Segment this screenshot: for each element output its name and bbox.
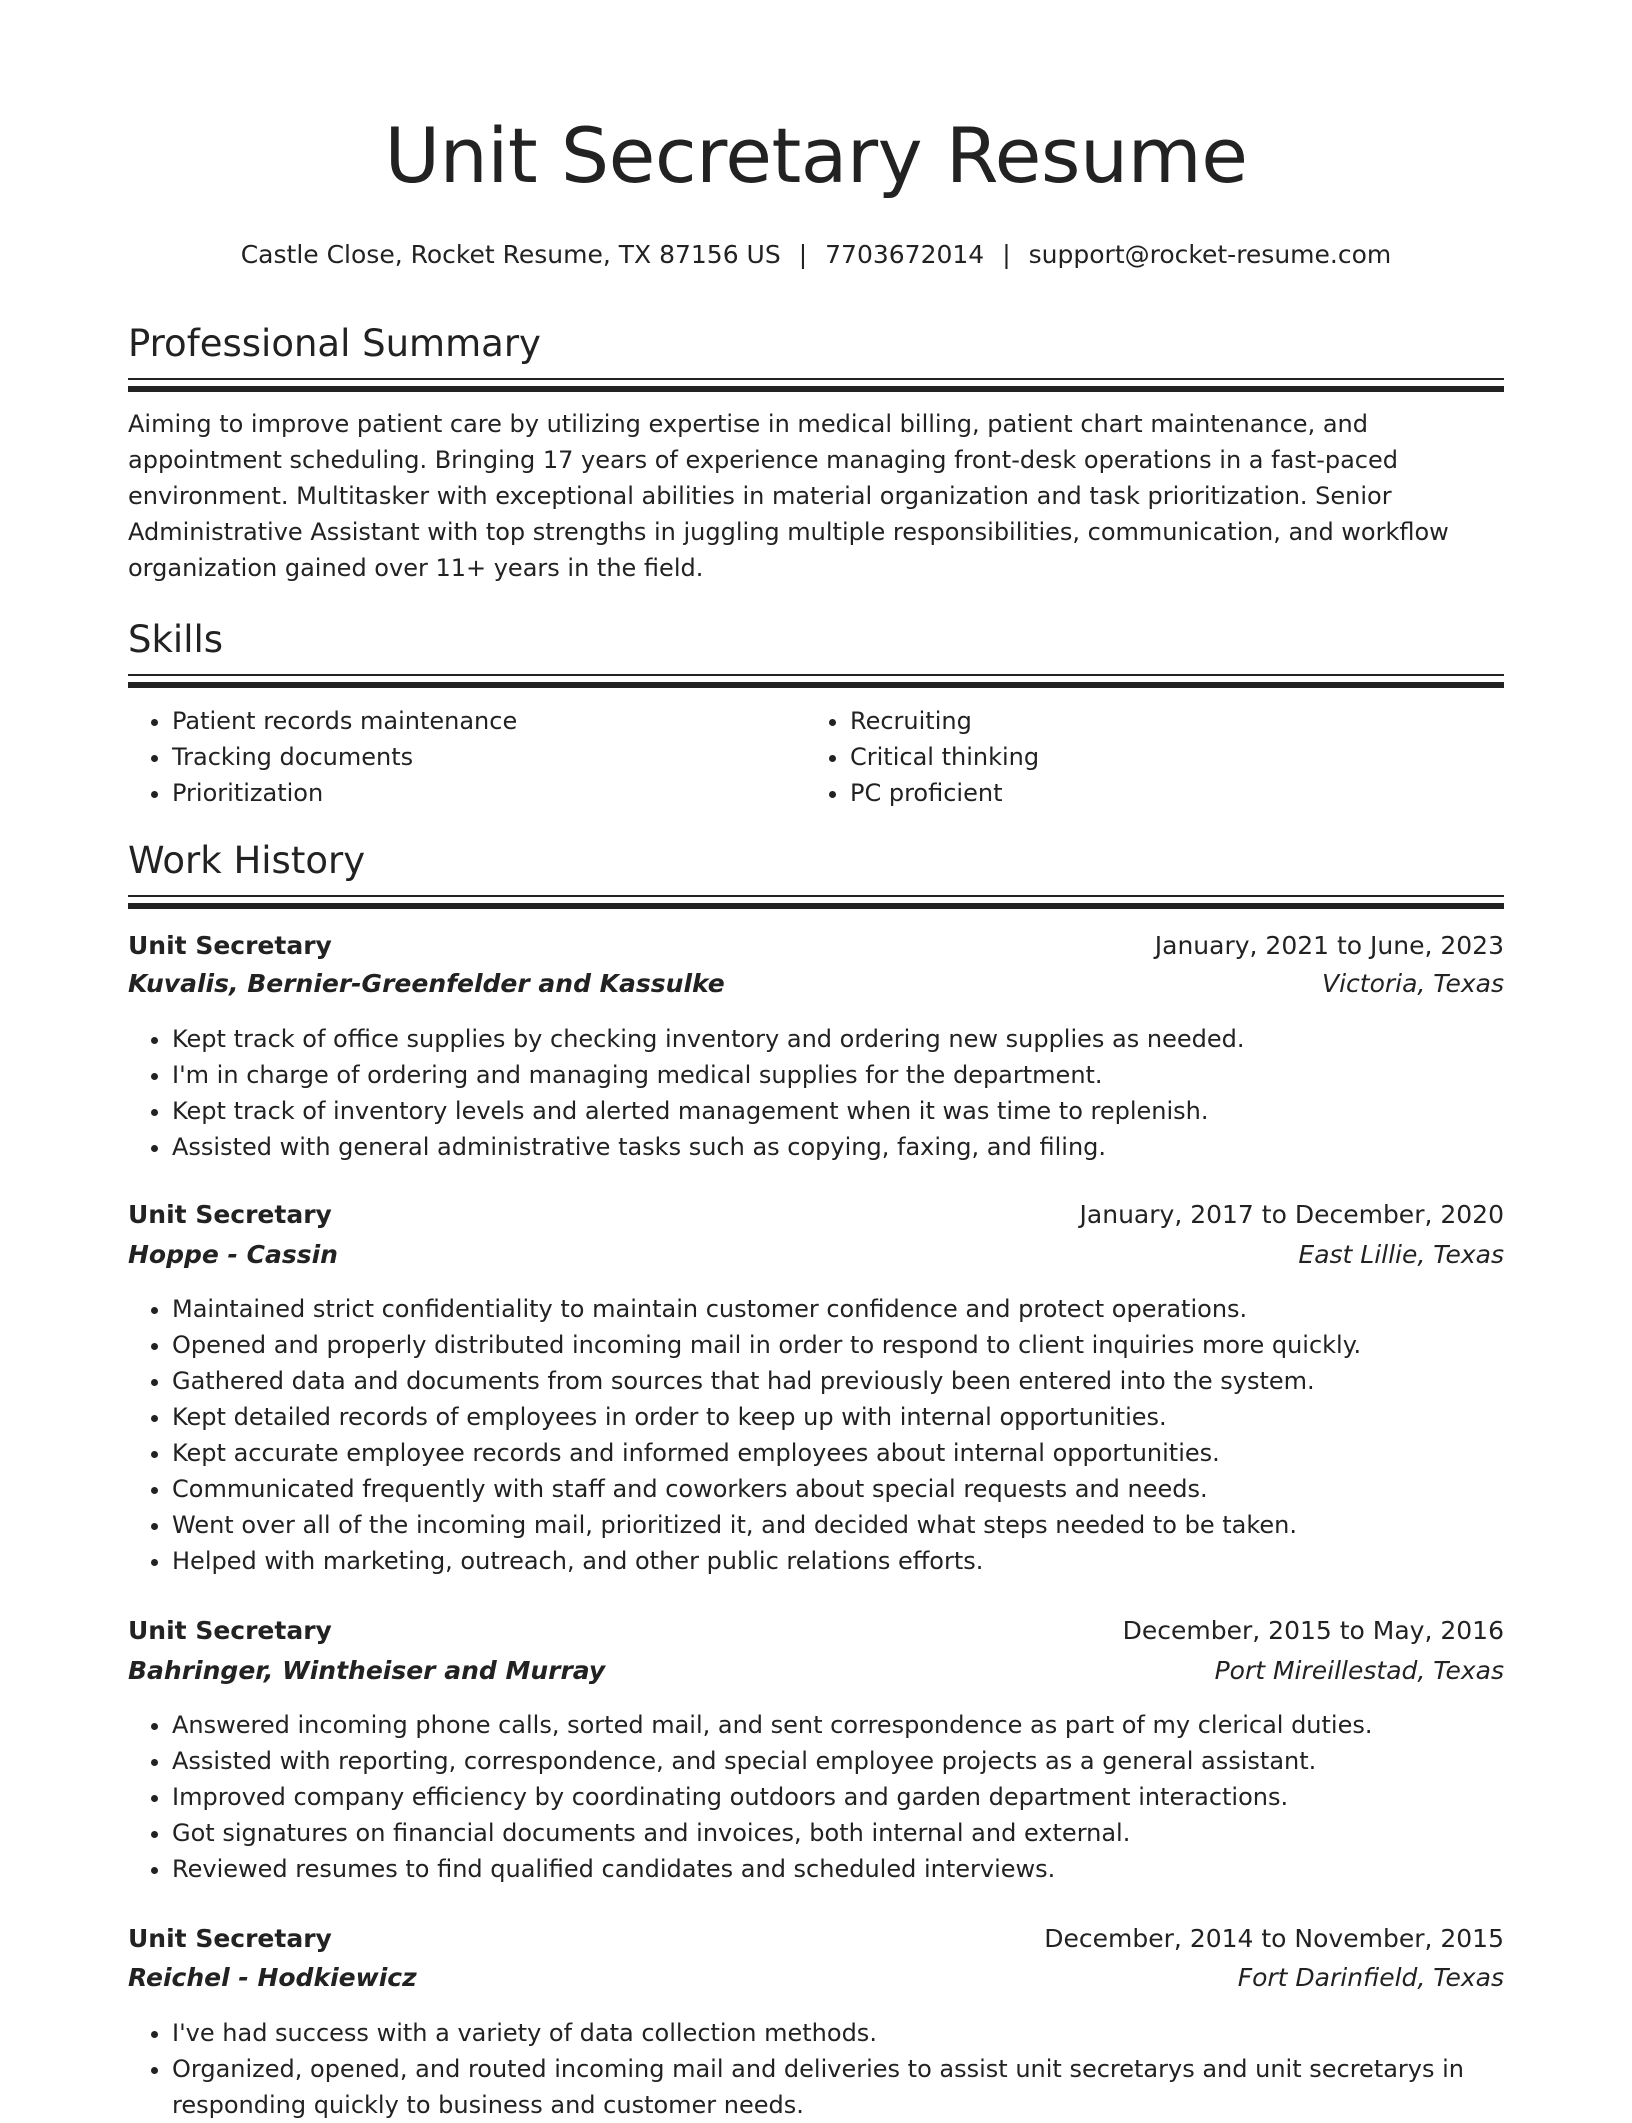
job-subheader — [128, 1656, 1504, 1686]
skill-item: • Prioritization — [172, 775, 792, 811]
job-location: Port Mireillestad, Texas — [1214, 1656, 1504, 1685]
job-title: Unit Secretary — [128, 1200, 332, 1229]
list-item: • Communicated frequently with staff and coworkers about special requests and needs. — [172, 1471, 1504, 1507]
work-section-header — [128, 839, 1504, 882]
job-location: East Lillie, Texas — [1298, 1240, 1504, 1269]
job-dates: January, 2021 to June, 2023 — [1154, 931, 1504, 960]
job-header — [128, 1200, 1504, 1230]
list-item: • I've had success with a variety of data collection methods. — [172, 2015, 1504, 2051]
skill-item: • Critical thinking — [850, 739, 1470, 775]
skills-divider — [128, 674, 1504, 688]
list-item: • Improved company efficiency by coordinating outdoors and garden department interactions. — [172, 1779, 1504, 1815]
list-item: • I'm in charge of ordering and managing medical supplies for the department. — [172, 1057, 1504, 1093]
job-company: Hoppe - Cassin — [128, 1240, 338, 1269]
job-title: Unit Secretary — [128, 1616, 332, 1645]
job-company: Bahringer, Wintheiser and Murray — [128, 1656, 606, 1685]
job-dates: December, 2014 to November, 2015 — [1044, 1924, 1504, 1953]
list-item: • Kept track of office supplies by checking inventory and ordering new supplies as needed. — [172, 1021, 1504, 1057]
job-location: Fort Darinfield, Texas — [1237, 1963, 1504, 1992]
skills-list-right — [806, 703, 1470, 811]
list-item: • Helped with marketing, outreach, and other public relations efforts. — [172, 1543, 1504, 1579]
job-company: Kuvalis, Bernier-Greenfelder and Kassulke — [128, 969, 725, 998]
contact-line — [128, 240, 1504, 270]
job-header — [128, 1924, 1504, 1954]
job-location: Victoria, Texas — [1321, 969, 1504, 998]
list-item: • Reviewed resumes to find qualified candidates and scheduled interviews. — [172, 1851, 1504, 1887]
list-item: • Kept track of inventory levels and alerted management when it was time to replenish. — [172, 1093, 1504, 1129]
summary-section-header — [128, 322, 1504, 365]
list-item: • Kept detailed records of employees in order to keep up with internal opportunities. — [172, 1399, 1504, 1435]
skills-list-left — [128, 703, 792, 811]
list-item: • Answered incoming phone calls, sorted mail, and sent correspondence as part of my clerical duties. — [172, 1707, 1504, 1743]
job-header — [128, 931, 1504, 961]
job-subheader — [128, 1963, 1504, 1993]
resume-page — [128, 0, 1504, 2119]
list-item: • Went over all of the incoming mail, prioritized it, and decided what steps needed to be taken. — [172, 1507, 1504, 1543]
contact-email[interactable]: support@rocket-resume.com — [1028, 240, 1392, 269]
job-dates: December, 2015 to May, 2016 — [1122, 1616, 1504, 1645]
list-item: • Assisted with reporting, correspondence, and special employee projects as a general assistant. — [172, 1743, 1504, 1779]
skills-heading: Skills — [128, 618, 224, 661]
skill-item: • Tracking documents — [172, 739, 792, 775]
job-bullets — [128, 2015, 1504, 2123]
list-item: • Organized, opened, and routed incoming mail and deliveries to assist unit secretarys and unit secretarys in responding quickly to business and customer needs. — [172, 2051, 1504, 2123]
contact-phone: 7703672014 — [825, 240, 985, 269]
job-title: Unit Secretary — [128, 1924, 332, 1953]
job-bullets — [128, 1021, 1504, 1165]
work-divider — [128, 895, 1504, 909]
list-item: • Assisted with general administrative tasks such as copying, faxing, and filing. — [172, 1129, 1504, 1165]
job-bullets — [128, 1291, 1504, 1579]
list-item: • Kept accurate employee records and informed employees about internal opportunities. — [172, 1435, 1504, 1471]
list-item: • Opened and properly distributed incoming mail in order to respond to client inquiries more quickly. — [172, 1327, 1504, 1363]
job-subheader — [128, 969, 1504, 999]
summary-heading: Professional Summary — [128, 322, 541, 365]
skill-item: • PC proficient — [850, 775, 1470, 811]
list-item: • Gathered data and documents from sources that had previously been entered into the system. — [172, 1363, 1504, 1399]
job-subheader — [128, 1240, 1504, 1270]
summary-text: Aiming to improve patient care by utilizing expertise in medical billing, patient chart maintenance, and appointment scheduling. Bringing 17 years of experience managing front-desk operations in a fast-paced environment. Multitasker with exceptional abilities in material organization and task prioritization. Senior Administrative Assistant with top strengths in juggling multiple responsibilities, communication, and workflow organization gained over 11+ years in the field. — [128, 410, 1449, 582]
job-bullets — [128, 1707, 1504, 1887]
contact-address: Castle Close, Rocket Resume, TX 87156 US — [240, 240, 781, 269]
job-header — [128, 1616, 1504, 1646]
contact-separator: | — [1002, 240, 1011, 269]
resume-title: Unit Secretary Resume — [384, 111, 1248, 200]
contact-separator: | — [798, 240, 808, 269]
job-title: Unit Secretary — [128, 931, 332, 960]
skills-section-header — [128, 618, 1504, 661]
skill-item: • Patient records maintenance — [172, 703, 792, 739]
work-heading: Work History — [128, 839, 366, 882]
list-item: • Maintained strict confidentiality to maintain customer confidence and protect operations. — [172, 1291, 1504, 1327]
job-company: Reichel - Hodkiewicz — [128, 1963, 417, 1992]
skill-item: • Recruiting — [850, 703, 1470, 739]
summary-divider — [128, 378, 1504, 392]
job-dates: January, 2017 to December, 2020 — [1079, 1200, 1504, 1229]
list-item: • Got signatures on financial documents and invoices, both internal and external. — [172, 1815, 1504, 1851]
